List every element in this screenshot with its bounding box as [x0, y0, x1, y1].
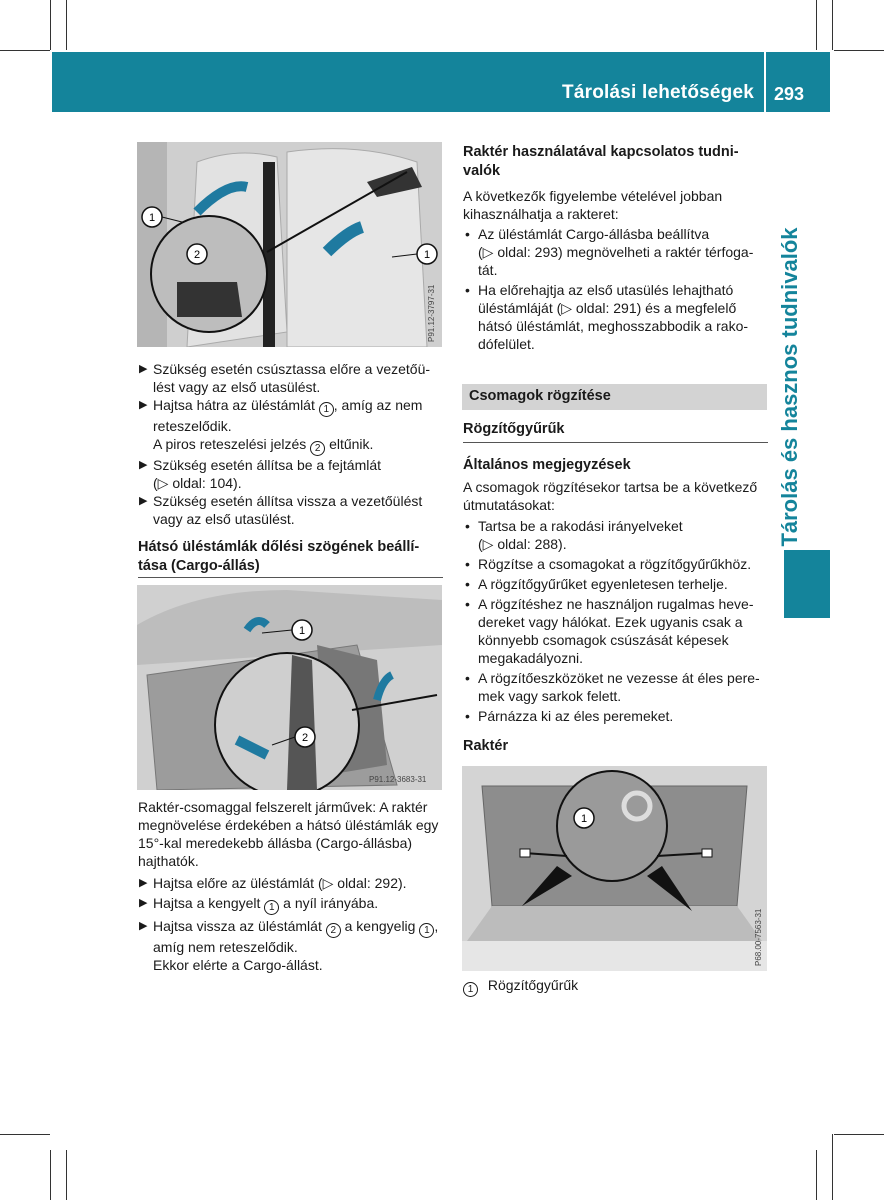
section-title: Tárolási lehetőségek [562, 82, 754, 103]
page-number: 293 [774, 84, 805, 104]
bullet-icon: ▶ [139, 399, 148, 411]
callout-2: 2 [301, 732, 309, 744]
step-item: ▶ Szükség esetén állítsa vissza a vezetőülést vagy az első utasülést. [139, 493, 423, 527]
callout-1: 1 [463, 982, 478, 997]
crop-mark [834, 1134, 884, 1135]
bullet-icon: ▶ [139, 363, 148, 375]
callout-2: 2 [310, 441, 325, 456]
cargo-area-heading: Raktér [463, 738, 509, 754]
step-item: ▶ Hajtsa a kengyelt 1 a nyíl irányába. [139, 895, 379, 913]
section-bar-label: Csomagok rögzítése [469, 388, 611, 404]
crop-mark [0, 1134, 50, 1135]
step-note: A piros reteszelési jelzés 2 eltűnik. [153, 436, 374, 454]
bullet-icon: ▶ [139, 897, 148, 909]
crop-mark [816, 0, 817, 50]
right-mid-block [463, 456, 768, 756]
side-tab-marker [784, 550, 830, 618]
step-item: ▶ Hajtsa hátra az üléstámlát 1 , amíg az nem reteszelődik. [139, 397, 423, 434]
subheading: Rögzítőgyűrűk [463, 421, 565, 437]
cargo-paragraph: Raktér-csomaggal felszerelt járművek: A raktér megnövelése érdekében a hátsó üléstámlák egy 15°-kal meredekebb állásba (Cargo-állásba) hajthatók. [138, 799, 439, 869]
image-code: P91.12-3797-31 [427, 284, 436, 342]
general-notes-heading: Általános megjegyzések [463, 457, 631, 473]
side-tab-label: Tárolás és hasznos tudnivalók [777, 227, 802, 547]
step-item: ▶ Szükség esetén állítsa be a fejtámlát (▷ oldal: 104). [139, 457, 382, 491]
callout-1: 1 [319, 402, 334, 417]
crop-mark [66, 1150, 67, 1200]
left-steps-2 [138, 874, 443, 974]
callout-1: 1 [148, 212, 156, 224]
image-caption: 1 Rögzítőgyűrűk [463, 976, 768, 997]
heading-rule [138, 577, 443, 578]
callout-1: 1 [264, 900, 279, 915]
intro-text: A csomagok rögzítésekor tartsa be a következő útmutatásokat: [463, 479, 758, 513]
crop-mark [50, 1150, 51, 1200]
crop-mark [816, 1150, 817, 1200]
crop-mark [834, 50, 884, 51]
crop-mark [0, 50, 50, 51]
heading-rule [463, 442, 768, 443]
cargo-heading: Hátsó üléstámlák dőlési szögének beállí- tása (Cargo-állás) [138, 539, 420, 574]
seat-backrest-illustration [137, 142, 442, 347]
list-item: • A rögzítéshez ne használjon rugalmas heve- dereket vagy hálókat. Ezek ugyanis csak a könnyebb csomagok csúszását képesek megakadályozni. [465, 596, 754, 666]
crop-mark [66, 0, 67, 50]
image-code: P91.12-3683-31 [369, 775, 427, 784]
step-item: ▶ Hajtsa előre az üléstámlát (▷ oldal: 292). [139, 875, 407, 891]
crop-mark [832, 0, 833, 50]
callout-2: 2 [326, 923, 341, 938]
header-divider [764, 52, 766, 112]
side-tab [772, 227, 808, 547]
bullet-icon: ▶ [139, 459, 148, 471]
list-item: • Tartsa be a rakodási irányelveket (▷ oldal: 288). [465, 518, 683, 552]
bullet-icon: ▶ [139, 920, 148, 932]
left-steps-1 [138, 360, 443, 528]
intro-text: A következők figyelembe vételével jobban kihasználhatja a rakteret: [463, 188, 723, 222]
step-item: ▶ Hajtsa vissza az üléstámlát 2 a kengyelig 1 , amíg nem reteszelődik. Ekkor elérte a Cargo-állást. [139, 918, 439, 973]
list-item: • A rögzítőeszközöket ne vezesse át éles pere- mek vagy sarkok felett. [465, 670, 760, 704]
bullet-icon: ▶ [139, 495, 148, 507]
list-item: • A rögzítőgyűrűket egyenletesen terhelje. [465, 576, 728, 592]
callout-1: 1 [580, 813, 588, 825]
crop-mark [50, 0, 51, 50]
callout-2: 2 [193, 249, 201, 261]
callout-1: 1 [423, 249, 431, 261]
seat-backrest-image [137, 142, 442, 347]
tie-down-rings-image [462, 766, 767, 971]
step-item: ▶ Szükség esetén csúsztassa előre a vezetőü- lést vagy az első utasülést. [139, 361, 431, 395]
crop-mark [832, 1134, 833, 1200]
cargo-position-image [137, 585, 442, 790]
section-bar [462, 384, 767, 410]
callout-1: 1 [298, 625, 306, 637]
tie-down-rings-illustration [462, 766, 767, 971]
list-item: • Rögzítse a csomagokat a rögzítőgyűrűkhöz. [465, 556, 752, 572]
list-item: • Ha előrehajtja az első utasülés lehajtható üléstámláját (▷ oldal: 291) és a megfelelő hátsó üléstámlát, meghosszabbodik a rako- dófelület. [465, 282, 749, 352]
callout-1: 1 [419, 923, 434, 938]
list-item: • Az üléstámlát Cargo-állásba beállítva (▷ oldal: 293) megnövelheti a raktér térfoga- tát. [465, 226, 754, 278]
bullet-icon: ▶ [139, 877, 148, 889]
cargo-info-heading: Raktér használatával kapcsolatos tudni- valók [463, 144, 739, 179]
image-code: P68.00-7563-31 [754, 908, 763, 966]
right-top-block [463, 143, 768, 353]
list-item: • Párnázza ki az éles peremeket. [465, 708, 674, 724]
cargo-position-illustration [137, 585, 442, 790]
